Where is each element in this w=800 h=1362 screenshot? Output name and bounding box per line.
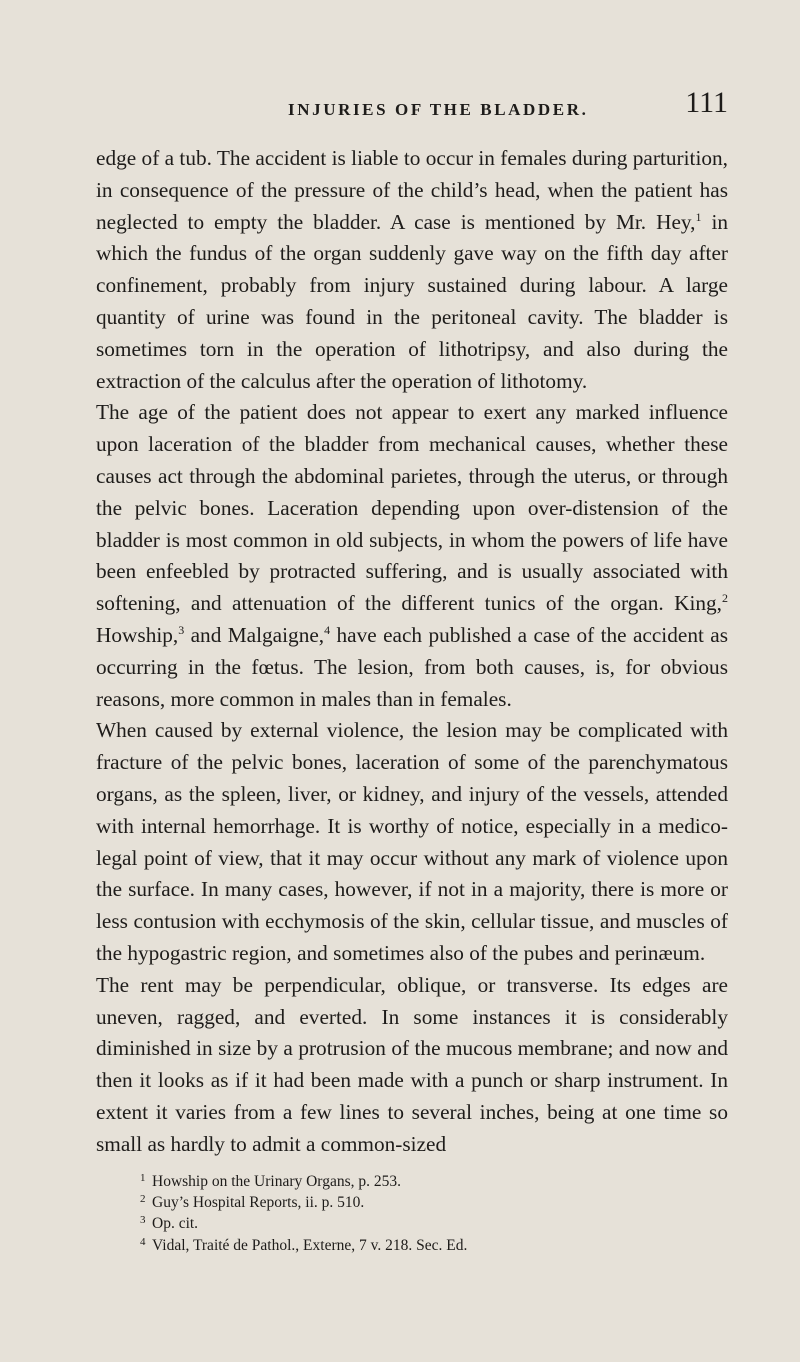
- text-segment: in which the fundus of the organ suddenly gave way on the fifth day after confinement, probably from injury sustained during labour. A large quantity of urine was found in the peritoneal cavity. The bladder is sometimes torn in the operation of lithotripsy, and also during the extraction of the calculus after the operation of lithotomy.: [96, 209, 729, 393]
- text-segment: Howship,: [96, 622, 179, 647]
- paragraph: [96, 970, 728, 1161]
- body-text: [96, 143, 728, 1161]
- footnote-mark: 2: [140, 1193, 146, 1206]
- footnote-ref: 3: [178, 622, 185, 637]
- footnote-mark: 4: [140, 1235, 146, 1248]
- footnote-text: Vidal, Traité de Pathol., Externe, 7 v. 218. Sec. Ed.: [152, 1236, 468, 1254]
- footnote-mark: 1: [140, 1172, 146, 1184]
- footnote-ref: 2: [722, 591, 728, 606]
- text-segment: and Malgaigne,: [184, 622, 325, 647]
- text-segment: The age of the patient does not appear to exert any marked influence upon laceration of the bladder from mechanical causes, whether these causes act through the abdominal parietes, through the uterus, or through the pelvic bones. Laceration depending upon over-distension of the bladder is most common in old subjects, in whom the powers of life have been enfeebled by protracted suffering, and is usually associated with softening, and attenuation of the different tunics of the organ. King,: [96, 400, 728, 616]
- page-header: [96, 86, 728, 126]
- text-segment: The rent may be perpendicular, oblique, or transverse. Its edges are uneven, ragged, and everted. In some instances it is considerably diminished in size by a protrusion of the mucous membrane; and now and then it looks as if it had been made with a punch or sharp instrument. In extent it varies from a few lines to several inches, being at one time so small as hardly to admit a common-sized: [96, 972, 728, 1156]
- footnote: [140, 1192, 740, 1213]
- footnote-text: Op. cit.: [152, 1215, 199, 1233]
- footnotes: [140, 1171, 740, 1256]
- footnote-ref: 4: [324, 622, 331, 637]
- paragraph: [96, 715, 728, 969]
- footnote-text: Guy’s Hospital Reports, ii. p. 510.: [152, 1194, 365, 1212]
- footnote: [140, 1213, 740, 1234]
- footnote-mark: 3: [140, 1214, 146, 1227]
- footnote-text: Howship on the Urinary Organs, p. 253.: [152, 1173, 401, 1190]
- page-number: 111: [685, 86, 728, 119]
- text-segment: edge of a tub. The accident is liable to occur in females during parturition, in consequence of the pressure of the child’s head, when the patient has neglected to empty the bladder. A case is mentioned by Mr. Hey,: [96, 146, 728, 234]
- text-segment: have each published a case of the accident as occurring in the fœtus. The lesion, from both causes, is, for obvious reasons, more common in males than in females.: [96, 622, 729, 711]
- footnote-ref: 1: [695, 209, 702, 224]
- running-head: INJURIES OF THE BLADDER.: [288, 100, 589, 119]
- paragraph: [96, 397, 728, 715]
- footnote: [140, 1235, 740, 1256]
- paragraph: [96, 143, 728, 397]
- text-segment: When caused by external violence, the lesion may be complicated with fracture of the pelvic bones, laceration of some of the parenchymatous organs, as the spleen, liver, or kidney, and injury of the vessels, attended with internal hemorrhage. It is worthy of notice, especially in a medico-legal point of view, that it may occur without any mark of violence upon the surface. In many cases, however, if not in a majority, there is more or less contusion with ecchymosis of the skin, cellular tissue, and muscles of the hypogastric region, and sometimes also of the pubes and perinæum.: [96, 718, 728, 965]
- footnote: [140, 1171, 740, 1192]
